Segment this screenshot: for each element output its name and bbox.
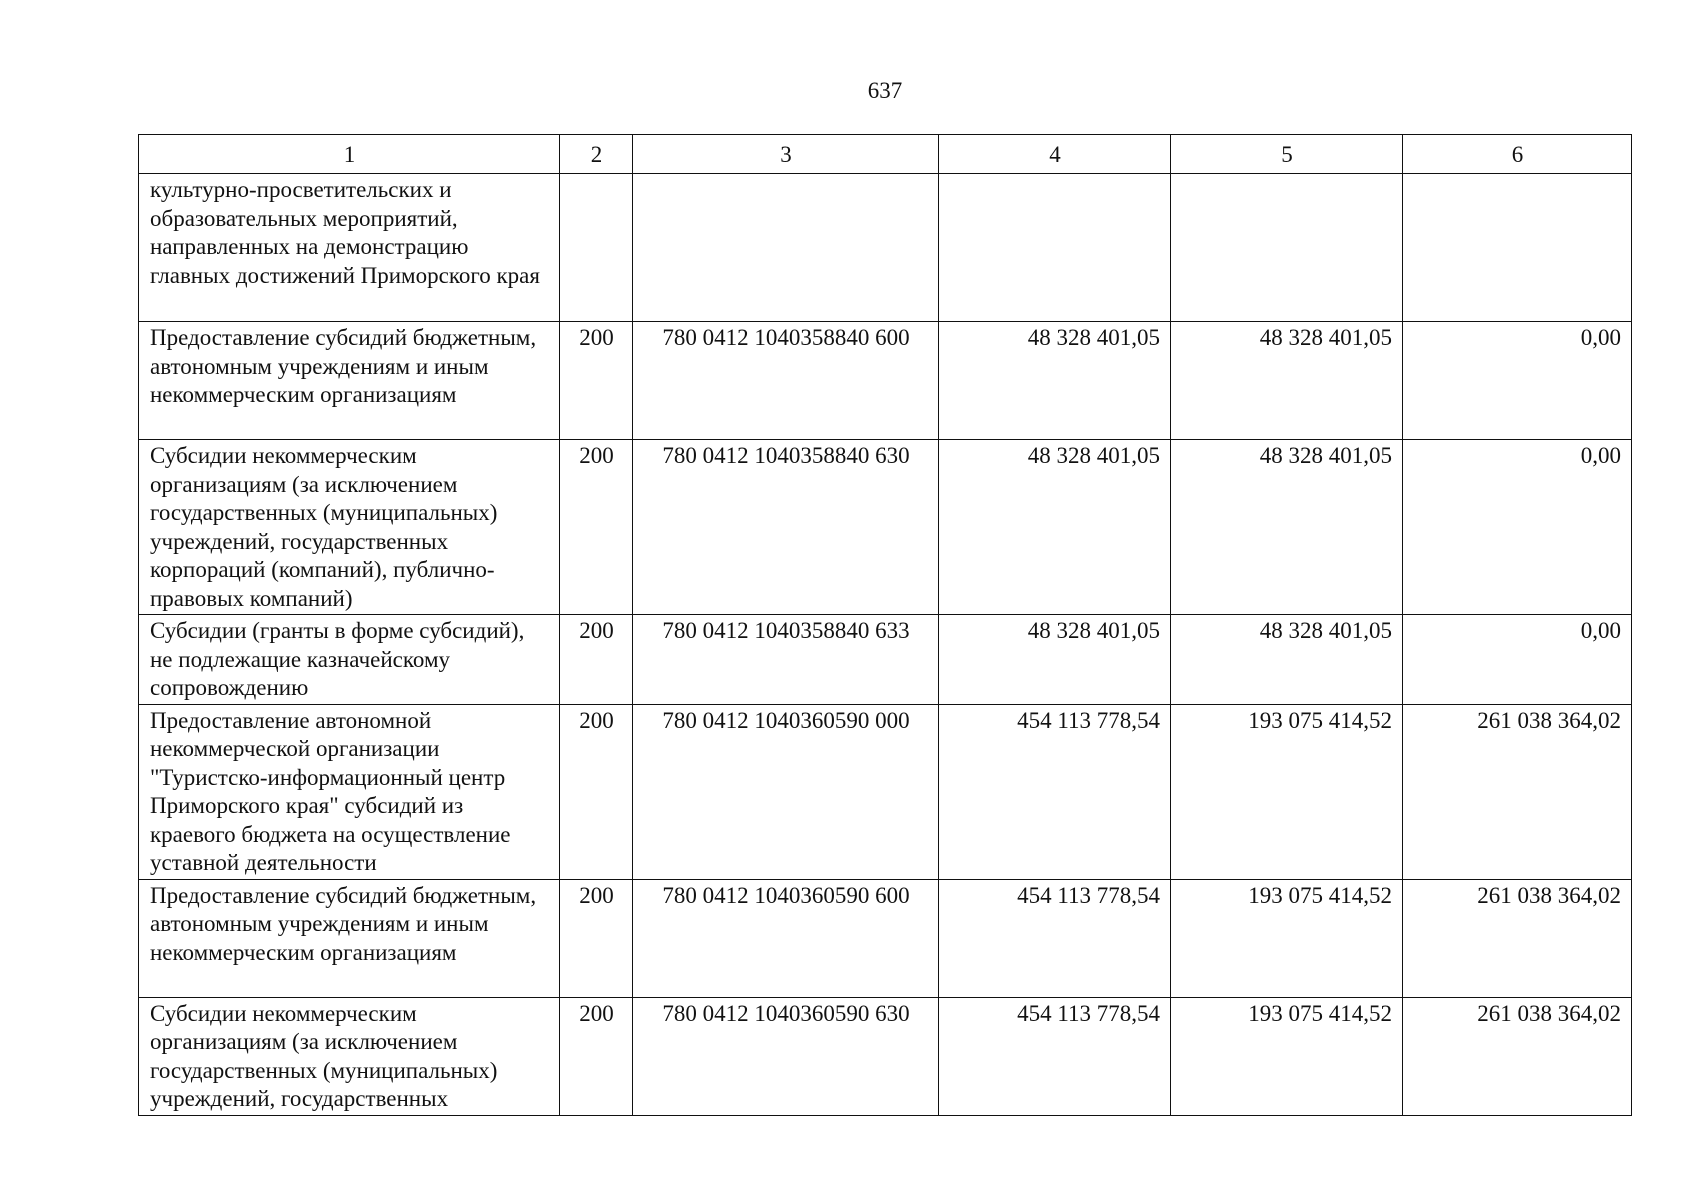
column-header-2: 2	[560, 135, 633, 174]
row-code-cell: 780 0412 1040360590 000	[633, 704, 939, 879]
page-number: 637	[867, 78, 903, 103]
table-row	[139, 879, 1632, 997]
table-row	[139, 440, 1632, 615]
table-row	[139, 704, 1632, 879]
row-code-cell: 780 0412 1040358840 633	[633, 615, 939, 705]
row-col5-cell: 48 328 401,05	[1171, 440, 1403, 615]
table-row	[139, 615, 1632, 705]
row-col6-cell: 0,00	[1403, 322, 1632, 440]
row-code-cell	[633, 174, 939, 322]
row-col4-cell: 48 328 401,05	[939, 440, 1171, 615]
row-col6-cell	[1403, 174, 1632, 322]
table-row	[139, 174, 1632, 322]
row-name-cell: Предоставление автономной некоммерческой организации "Туристско-информационный центр Приморского края" субсидий из краевого бюджета на осуществление уставной деятельности	[139, 704, 560, 879]
row-col5-cell: 48 328 401,05	[1171, 615, 1403, 705]
row-col6-cell: 0,00	[1403, 615, 1632, 705]
row-col2-cell: 200	[560, 704, 633, 879]
row-col4-cell	[939, 174, 1171, 322]
row-col2-cell: 200	[560, 615, 633, 705]
column-header-3: 3	[633, 135, 939, 174]
row-name-cell: культурно-просветительских и образовательных мероприятий, направленных на демонстрацию главных достижений Приморского края	[139, 174, 560, 322]
row-col4-cell: 454 113 778,54	[939, 997, 1171, 1115]
row-col5-cell: 193 075 414,52	[1171, 704, 1403, 879]
row-col4-cell: 48 328 401,05	[939, 615, 1171, 705]
row-col6-cell: 0,00	[1403, 440, 1632, 615]
row-name-cell: Предоставление субсидий бюджетным, автономным учреждениям и иным некоммерческим организациям	[139, 322, 560, 440]
row-col4-cell: 454 113 778,54	[939, 704, 1171, 879]
row-col4-cell: 48 328 401,05	[939, 322, 1171, 440]
row-code-cell: 780 0412 1040358840 630	[633, 440, 939, 615]
row-col5-cell: 193 075 414,52	[1171, 879, 1403, 997]
row-col2-cell	[560, 174, 633, 322]
row-col4-cell: 454 113 778,54	[939, 879, 1171, 997]
row-name-cell: Субсидии некоммерческим организациям (за исключением государственных (муниципальных) учреждений, государственных корпораций (компаний), публично-правовых компаний)	[139, 440, 560, 615]
row-col5-cell: 48 328 401,05	[1171, 322, 1403, 440]
row-col6-cell: 261 038 364,02	[1403, 997, 1632, 1115]
budget-table	[138, 134, 1632, 1116]
table-row	[139, 997, 1632, 1115]
column-header-4: 4	[939, 135, 1171, 174]
row-code-cell: 780 0412 1040360590 600	[633, 879, 939, 997]
row-code-cell: 780 0412 1040358840 600	[633, 322, 939, 440]
row-col2-cell: 200	[560, 997, 633, 1115]
row-col6-cell: 261 038 364,02	[1403, 704, 1632, 879]
row-name-cell: Субсидии некоммерческим организациям (за исключением государственных (муниципальных) учреждений, государственных	[139, 997, 560, 1115]
row-col2-cell: 200	[560, 440, 633, 615]
row-name-cell: Субсидии (гранты в форме субсидий), не подлежащие казначейскому сопровождению	[139, 615, 560, 705]
row-name-cell: Предоставление субсидий бюджетным, автономным учреждениям и иным некоммерческим организациям	[139, 879, 560, 997]
column-header-5: 5	[1171, 135, 1403, 174]
row-col5-cell	[1171, 174, 1403, 322]
column-header-6: 6	[1403, 135, 1632, 174]
row-col2-cell: 200	[560, 879, 633, 997]
table-header-row	[139, 135, 1632, 174]
table-row	[139, 322, 1632, 440]
row-col6-cell: 261 038 364,02	[1403, 879, 1632, 997]
row-code-cell: 780 0412 1040360590 630	[633, 997, 939, 1115]
row-col2-cell: 200	[560, 322, 633, 440]
row-col5-cell: 193 075 414,52	[1171, 997, 1403, 1115]
column-header-1: 1	[139, 135, 560, 174]
